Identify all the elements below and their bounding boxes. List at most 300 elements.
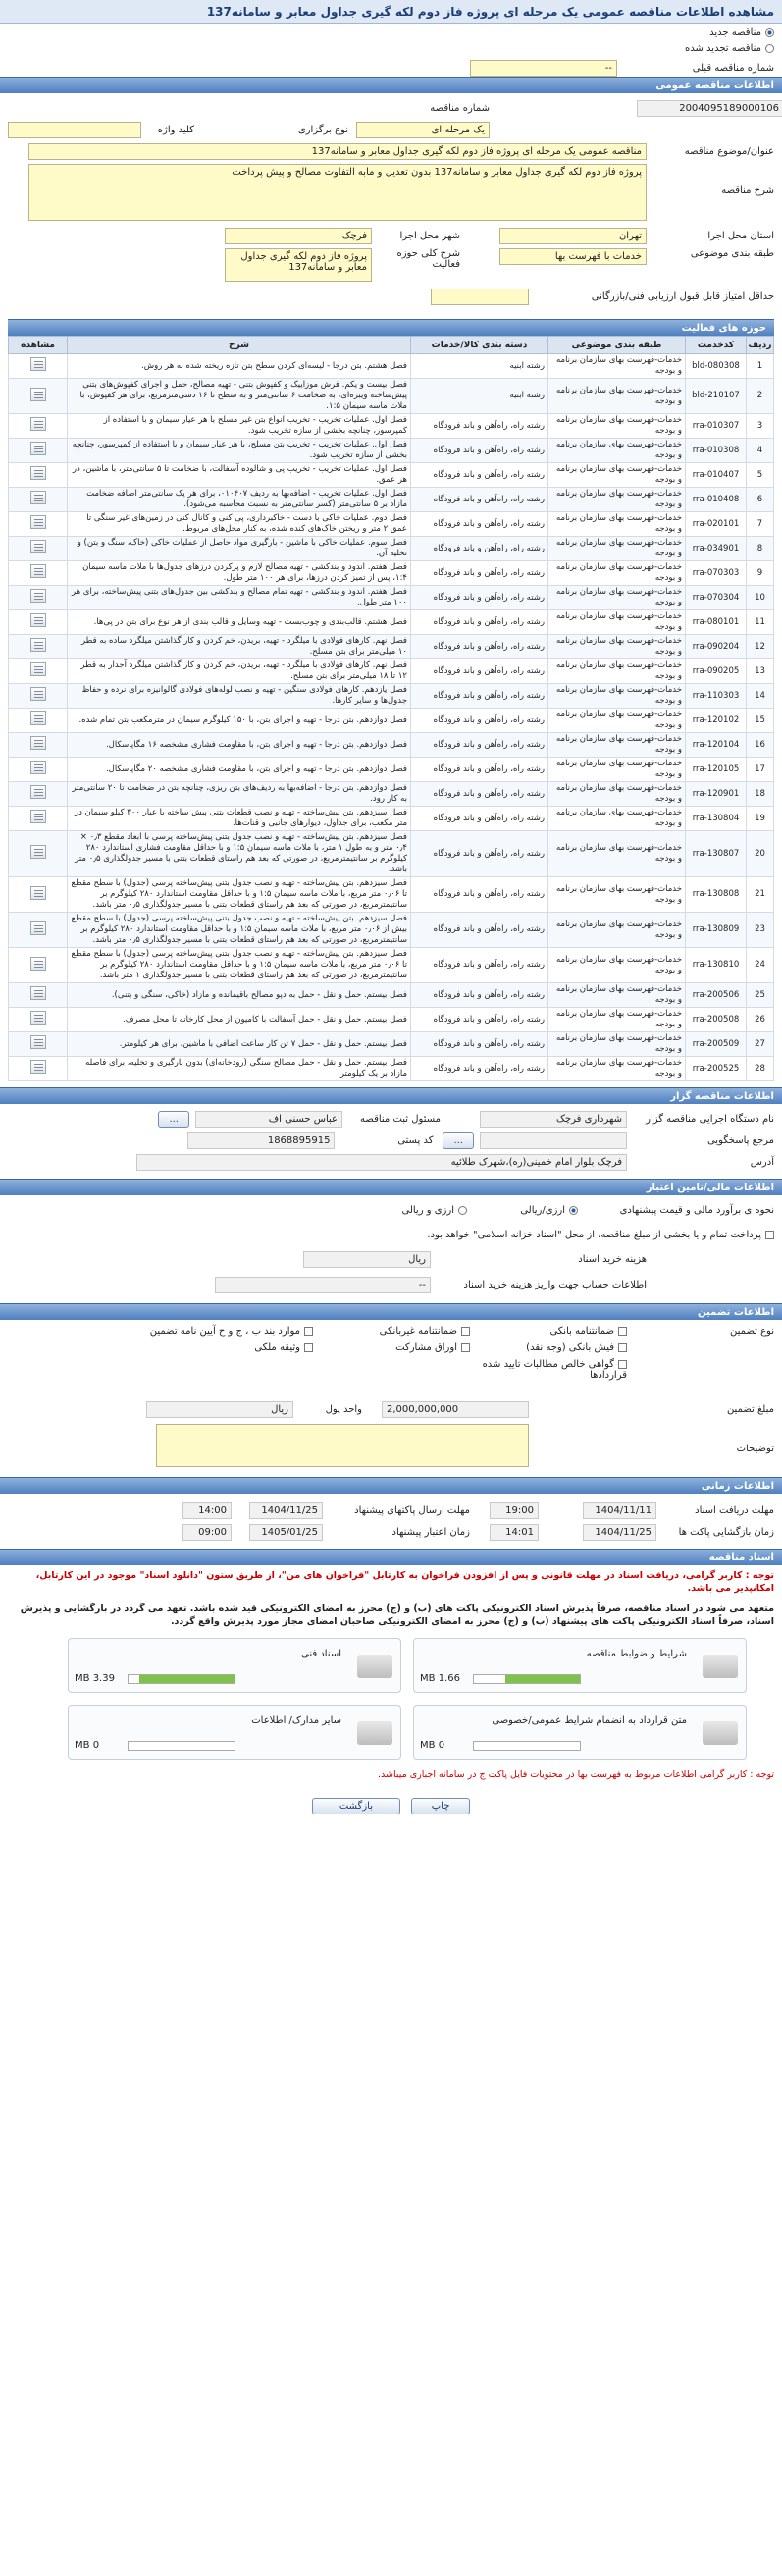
view-cell [9, 1032, 68, 1057]
table-row [9, 586, 774, 610]
table-row [9, 1057, 774, 1081]
file-size: 1.66 MB [420, 1673, 460, 1684]
folder-icon [357, 1721, 392, 1745]
view-document-icon[interactable] [30, 540, 46, 553]
general-info [0, 93, 782, 319]
cell-group: رشته راه، راه‌آهن و باند فرودگاه [411, 659, 548, 684]
view-cell [9, 1008, 68, 1032]
amount-label: مبلغ تضمین [726, 1403, 774, 1415]
table-row [9, 488, 774, 512]
items-section: حوزه های فعالیت [8, 319, 774, 336]
cell-category: خدمات-فهرست بهای سازمان برنامه و بودجه [548, 488, 686, 512]
cell-row: 18 [747, 782, 774, 807]
cell-row: 11 [747, 610, 774, 635]
cell-desc: فصل سوم. عملیات خاکی با ماشین - بارگیری مواد حاصل از عملیات خاکی (خاک، سنگ و بتن) و تخلیه آن. [68, 537, 411, 561]
view-cell [9, 1057, 68, 1081]
finance-section: اطلاعات مالی/تامین اعتبار [0, 1179, 782, 1195]
doc-deadline-date: 1404/11/11 [583, 1502, 656, 1519]
file-size-bar [473, 1674, 581, 1684]
doc-file[interactable] [68, 1705, 401, 1760]
cell-code: rra-034901 [686, 537, 747, 561]
cell-row: 25 [747, 983, 774, 1008]
cell-group: رشته راه، راه‌آهن و باند فرودگاه [411, 877, 548, 913]
guarantee-amount: 2,000,000,000 [382, 1401, 529, 1418]
foreign-label: ارزی و ریالی [401, 1204, 454, 1216]
view-cell [9, 439, 68, 463]
type-label: نوع برگزاری [297, 124, 348, 135]
send-deadline-time: 14:00 [182, 1502, 232, 1519]
cell-desc: فصل دوازدهم. بتن درجا - تهیه و اجرای بتن، با مقاومت فشاری مشخصه ۱۶ مگاپاسکال. [68, 733, 411, 758]
cell-row: 13 [747, 659, 774, 684]
cell-desc: فصل بیست و یکم. فرش موزاییک و کفپوش بتنی - تهیه مصالح، حمل و اجرای کفپوش‌های بتنی پیش‌ساخته ویبره‌ای، به ضخامت ۶ سانتی‌متر و به سطح تا ۱۶ دسی‌مترمربع، برای هر کفپوش، با ملات ماسه سیمان ۱:۵. [68, 379, 411, 414]
cell-row: 17 [747, 758, 774, 782]
cell-group: رشته راه، راه‌آهن و باند فرودگاه [411, 488, 548, 512]
cell-group: رشته راه، راه‌آهن و باند فرودگاه [411, 610, 548, 635]
guarantee-option-label: موارد بند ب ، ج و ح آیین نامه تضمین [149, 1326, 300, 1337]
guarantee-option-label: اوراق مشارکت [395, 1342, 457, 1353]
doc-cost-label: هزینه خرید اسناد [578, 1253, 647, 1265]
guarantee-info [0, 1320, 782, 1477]
cell-category: خدمات-فهرست بهای سازمان برنامه و بودجه [548, 463, 686, 488]
general-section: اطلاعات مناقصه عمومی [0, 77, 782, 93]
cell-code: rra-200525 [686, 1057, 747, 1081]
cell-desc: فصل اول. عملیات تخریب - تخریب پی و شالوده آسفالت، با ضخامت تا ۵ سانتی‌متر، با ماشین، در هر عمق. [68, 463, 411, 488]
cell-group: رشته ابنیه [411, 354, 548, 379]
cell-row: 20 [747, 831, 774, 877]
guarantee-option [470, 1342, 627, 1359]
rial-radio[interactable] [569, 1206, 578, 1215]
addr-label: آدرس [750, 1156, 774, 1168]
cell-code: rra-200508 [686, 1008, 747, 1032]
guarantee-checkbox[interactable] [618, 1360, 627, 1369]
view-document-icon[interactable] [30, 564, 46, 578]
view-document-icon[interactable] [30, 589, 46, 603]
guarantee-checkbox[interactable] [304, 1343, 313, 1352]
view-document-icon[interactable] [30, 1035, 46, 1049]
cell-code: rra-130804 [686, 807, 747, 831]
cell-code: bld-080308 [686, 354, 747, 379]
view-document-icon[interactable] [30, 845, 46, 859]
view-document-icon[interactable] [30, 662, 46, 676]
cell-code: rra-200506 [686, 983, 747, 1008]
view-cell [9, 379, 68, 414]
cell-code: rra-120105 [686, 758, 747, 782]
file-name: متن قرارداد به انضمام شرایط عمومی/خصوصی [492, 1715, 687, 1726]
prev-number-select[interactable]: -- [470, 60, 617, 77]
account-select[interactable]: -- [215, 1277, 431, 1293]
view-document-icon[interactable] [30, 810, 46, 823]
cell-group: رشته راه، راه‌آهن و باند فرودگاه [411, 586, 548, 610]
ref-more-button[interactable]: ... [443, 1132, 474, 1149]
cell-group: رشته راه، راه‌آهن و باند فرودگاه [411, 709, 548, 733]
cell-category: خدمات-فهرست بهای سازمان برنامه و بودجه [548, 831, 686, 877]
view-document-icon[interactable] [30, 388, 46, 401]
keyword-label: کلید واژه [157, 124, 194, 135]
file-name: اسناد فنی [301, 1649, 341, 1659]
cell-desc: فصل اول. عملیات تخریب - تخریب انواع بتن غیر مسلح با هر عیار سیمان و با استفاده از کمپرسور، چنانچه بخشی از سازه تخریب شود. [68, 414, 411, 439]
cell-code: rra-090204 [686, 635, 747, 659]
view-document-icon[interactable] [30, 711, 46, 725]
unit-label: واحد پول [325, 1403, 362, 1415]
address: فرچک بلوار امام خمینی(ره)،شهرک طلائیه [136, 1154, 627, 1171]
view-document-icon[interactable] [30, 986, 46, 1000]
cell-category: خدمات-فهرست بهای سازمان برنامه و بودجه [548, 782, 686, 807]
folder-icon [703, 1721, 738, 1745]
file-size: 0 MB [420, 1740, 445, 1751]
treasury-checkbox[interactable] [765, 1231, 774, 1239]
view-document-icon[interactable] [30, 1011, 46, 1025]
account-label: اطلاعات حساب جهت واریز هزینه خرید اسناد [463, 1279, 647, 1290]
items-header-3: دسته بندی کالا/خدمات [411, 337, 548, 354]
cell-group: رشته راه، راه‌آهن و باند فرودگاه [411, 782, 548, 807]
cell-group: رشته راه، راه‌آهن و باند فرودگاه [411, 635, 548, 659]
items-header-0: ردیف [747, 337, 774, 354]
currency: ریال [146, 1401, 293, 1418]
resp-more-button[interactable]: ... [158, 1111, 189, 1128]
view-cell [9, 877, 68, 913]
table-row [9, 913, 774, 948]
docs-section: اسناد مناقصه [0, 1549, 782, 1565]
times-info [0, 1494, 782, 1549]
cell-category: خدمات-فهرست بهای سازمان برنامه و بودجه [548, 439, 686, 463]
cell-row: 26 [747, 1008, 774, 1032]
view-cell [9, 913, 68, 948]
view-cell [9, 414, 68, 439]
cell-group: رشته راه، راه‌آهن و باند فرودگاه [411, 414, 548, 439]
table-row [9, 877, 774, 913]
cell-row: 28 [747, 1057, 774, 1081]
cell-row: 12 [747, 635, 774, 659]
view-cell [9, 610, 68, 635]
back-button[interactable]: بازگشت [312, 1798, 400, 1814]
table-row [9, 1008, 774, 1032]
view-document-icon[interactable] [30, 761, 46, 774]
cell-code: bld-210107 [686, 379, 747, 414]
guarantee-checkbox[interactable] [618, 1327, 627, 1336]
view-cell [9, 659, 68, 684]
cell-code: rra-010307 [686, 414, 747, 439]
cell-code: rra-120104 [686, 733, 747, 758]
ref-field [480, 1132, 627, 1149]
cell-category: خدمات-فهرست بهای سازمان برنامه و بودجه [548, 684, 686, 709]
ref-label: مرجع پاسخگویی [706, 1134, 774, 1146]
cell-row: 9 [747, 561, 774, 586]
table-row [9, 684, 774, 709]
new-tender-label: مناقصه جدید [709, 27, 761, 38]
guarantee-option-label: فیش بانکی (وجه نقد) [526, 1342, 614, 1353]
cell-category: خدمات-فهرست بهای سازمان برنامه و بودجه [548, 610, 686, 635]
cell-category: خدمات-فهرست بهای سازمان برنامه و بودجه [548, 948, 686, 983]
new-tender-radio[interactable] [765, 28, 774, 37]
guarantee-option-label: گواهی خالص مطالبات تایید شده قراردادها [482, 1359, 627, 1381]
docs-warning: توجه : کاربر گرامی اطلاعات مربوط به فهرست بها در محتویات فایل پاکت ج در سامانه اجباری میباشد. [378, 1769, 774, 1780]
org-name-label: نام دستگاه اجرایی مناقصه گزار [646, 1113, 774, 1125]
cell-code: rra-070303 [686, 561, 747, 586]
view-document-icon[interactable] [30, 921, 46, 935]
cell-group: رشته راه، راه‌آهن و باند فرودگاه [411, 983, 548, 1008]
cell-desc: فصل بیستم. حمل و نقل - حمل به دپو مصالح باقیمانده و مازاد (خاکی، سنگی و بتنی). [68, 983, 411, 1008]
open-label: زمان بازگشایی پاکت ها [678, 1526, 774, 1538]
cell-category: خدمات-فهرست بهای سازمان برنامه و بودجه [548, 807, 686, 831]
scope-list[interactable]: پروژه فاز دوم لکه گیری جداول معابر و سامانه137 [225, 248, 372, 282]
table-row [9, 379, 774, 414]
valid-time: 09:00 [182, 1524, 232, 1541]
category-label: طبقه بندی موضوعی [690, 248, 774, 259]
view-document-icon[interactable] [30, 515, 46, 529]
cell-desc: فصل نهم. کارهای فولادی با میلگرد - تهیه، بریدن، خم کردن و کار گذاشتن میلگرد ساده به قطر ۱۰ میلی‌متر برای بتن مسلح. [68, 635, 411, 659]
doc-file[interactable] [413, 1705, 747, 1760]
cell-category: خدمات-فهرست بهای سازمان برنامه و بودجه [548, 379, 686, 414]
cell-row: 19 [747, 807, 774, 831]
cell-group: رشته راه، راه‌آهن و باند فرودگاه [411, 913, 548, 948]
cell-group: رشته راه، راه‌آهن و باند فرودگاه [411, 1008, 548, 1032]
file-size: 3.39 MB [75, 1673, 115, 1684]
guarantee-option [313, 1326, 470, 1342]
file-name: شرایط و ضوابط مناقصه [586, 1649, 687, 1659]
view-cell [9, 512, 68, 537]
items-header-2: طبقه بندی موضوعی [548, 337, 686, 354]
resp-name: عباس حسنی اف [195, 1111, 342, 1128]
organizer-info [0, 1104, 782, 1179]
view-document-icon[interactable] [30, 886, 46, 900]
guarantee-checkbox[interactable] [461, 1343, 470, 1352]
pay-method-label: نحوه ی برآورد مالی و قیمت پیشنهادی [619, 1204, 774, 1216]
view-cell [9, 983, 68, 1008]
table-row [9, 561, 774, 586]
doc-deadline-label: مهلت دریافت اسناد [695, 1504, 774, 1516]
cell-row: 8 [747, 537, 774, 561]
cell-group: رشته راه، راه‌آهن و باند فرودگاه [411, 439, 548, 463]
view-cell [9, 782, 68, 807]
cell-desc: فصل هفتم. اندود و بندکشی - تهیه تمام مصالح و بندکشی بین جدول‌های بتنی پیش‌ساخته، برای هر ۱۰۰ متر طول. [68, 586, 411, 610]
cell-category: خدمات-فهرست بهای سازمان برنامه و بودجه [548, 635, 686, 659]
tender-type: یک مرحله ای [356, 122, 490, 138]
view-document-icon[interactable] [30, 613, 46, 627]
cell-group: رشته راه، راه‌آهن و باند فرودگاه [411, 537, 548, 561]
cell-desc: فصل یازدهم. کارهای فولادی سنگین - تهیه و نصب لوله‌های فولادی گالوانیزه برای نرده و حفاظ جدول‌ها و سایر کارها. [68, 684, 411, 709]
cell-desc: فصل اول. عملیات تخریب - تخریب بتن مسلح، با هر عیار سیمان و با استفاده از کمپرسور، چنانچه بخشی از سازه تخریب شود. [68, 439, 411, 463]
table-row [9, 537, 774, 561]
cell-desc: فصل سیزدهم. بتن پیش‌ساخته - تهیه و نصب جدول بتنی پیش‌ساخته پرسی (جدول) با سطح مقطع تا ۰٫۰۶ متر مربع، با ملات ماسه سیمان ۱:۵ و با حداقل مقاومت استاندارد ۲۸۰ کیلوگرم بر سانتیمترمربع، در صورتی که بعد هم راستای قطعات بتنی با مسیر جدولگذاری ۰٫۵ متر باشد. [68, 877, 411, 913]
city-select[interactable]: فرچک [225, 228, 372, 244]
cell-category: خدمات-فهرست بهای سازمان برنامه و بودجه [548, 659, 686, 684]
cell-category: خدمات-فهرست بهای سازمان برنامه و بودجه [548, 709, 686, 733]
postal-label: کد پستی [397, 1134, 434, 1146]
cell-code: rra-110303 [686, 684, 747, 709]
table-row [9, 948, 774, 983]
cell-group: رشته راه، راه‌آهن و باند فرودگاه [411, 512, 548, 537]
guarantee-option [97, 1326, 313, 1342]
view-cell [9, 709, 68, 733]
table-row [9, 733, 774, 758]
view-cell [9, 684, 68, 709]
cell-code: rra-090205 [686, 659, 747, 684]
cell-row: 14 [747, 684, 774, 709]
view-cell [9, 807, 68, 831]
prev-number-label: شماره مناقصه قبلی [692, 62, 774, 74]
cell-row: 23 [747, 913, 774, 948]
view-cell [9, 463, 68, 488]
guarantee-option-label: ضمانتنامه بانکی [549, 1326, 614, 1337]
province-select[interactable]: تهران [499, 228, 647, 244]
page-title: مشاهده اطلاعات مناقصه عمومی یک مرحله ای پروژه فاز دوم لکه گیری جداول معابر و سامانه137 [0, 0, 782, 24]
open-date: 1404/11/25 [583, 1524, 656, 1541]
items-header-4: شرح [68, 337, 411, 354]
guarantee-checkbox[interactable] [304, 1327, 313, 1336]
send-deadline-date: 1404/11/25 [249, 1502, 323, 1519]
cell-row: 10 [747, 586, 774, 610]
items-header-5: مشاهده [9, 337, 68, 354]
table-row [9, 831, 774, 877]
cell-desc: فصل سیزدهم. بتن پیش‌ساخته - تهیه و نصب جدول بتنی پیش‌ساخته پرسی با ابعاد مقطع ۰٫۳ × ۰٫۴ متر و به طول ۱ متر، با ملات ماسه سیمان ۱:۵ و با حداقل مقاومت فشاری استاندارد ۲۸۰ کیلوگرم بر سانتیمترمربع، در صورتی که بعد هم راستای قطعات بتنی با مسیر جدولگذاری ۰٫۵ متر باشد. [68, 831, 411, 877]
table-row [9, 659, 774, 684]
cell-category: خدمات-فهرست بهای سازمان برنامه و بودجه [548, 877, 686, 913]
view-document-icon[interactable] [30, 417, 46, 431]
cell-code: rra-130807 [686, 831, 747, 877]
number-label: شماره مناقصه [430, 102, 490, 114]
view-document-icon[interactable] [30, 736, 46, 750]
cell-row: 3 [747, 414, 774, 439]
cell-code: rra-200509 [686, 1032, 747, 1057]
org-name: شهرداری فرچک [480, 1111, 627, 1128]
cell-code: rra-070304 [686, 586, 747, 610]
cell-group: رشته راه، راه‌آهن و باند فرودگاه [411, 948, 548, 983]
guarantee-option [97, 1342, 313, 1359]
guarantee-option [313, 1342, 470, 1359]
view-cell [9, 537, 68, 561]
cell-group: رشته راه، راه‌آهن و باند فرودگاه [411, 758, 548, 782]
folder-icon [703, 1655, 738, 1678]
file-size-bar [473, 1741, 581, 1751]
cell-row: 1 [747, 354, 774, 379]
file-size: 0 MB [75, 1740, 100, 1751]
file-name: سایر مدارک/ اطلاعات [251, 1715, 341, 1726]
file-size-bar [128, 1741, 235, 1751]
finance-info [0, 1195, 782, 1303]
cell-group: رشته راه، راه‌آهن و باند فرودگاه [411, 1057, 548, 1081]
guarantee-checkbox[interactable] [618, 1343, 627, 1352]
resp-label: مسئول ثبت مناقصه [360, 1113, 441, 1125]
view-cell [9, 831, 68, 877]
table-row [9, 414, 774, 439]
cell-row: 7 [747, 512, 774, 537]
docs-files [0, 1632, 782, 1765]
table-row [9, 512, 774, 537]
view-document-icon[interactable] [30, 466, 46, 480]
cell-category: خدمات-فهرست بهای سازمان برنامه و بودجه [548, 512, 686, 537]
guarantee-desc-label: توضیحات [736, 1444, 774, 1454]
view-document-icon[interactable] [30, 957, 46, 971]
cell-group: رشته ابنیه [411, 379, 548, 414]
rial-label: ارزی/ریالی [520, 1204, 565, 1216]
view-document-icon[interactable] [30, 785, 46, 799]
view-document-icon[interactable] [30, 638, 46, 652]
table-row [9, 439, 774, 463]
keyword-field[interactable] [8, 122, 141, 138]
actions [0, 1784, 782, 1828]
view-cell [9, 635, 68, 659]
tender-status [0, 24, 782, 77]
renewed-tender-radio[interactable] [765, 44, 774, 53]
cell-code: rra-130809 [686, 913, 747, 948]
table-row [9, 782, 774, 807]
city-label: شهر محل اجرا [399, 230, 460, 241]
view-document-icon[interactable] [30, 442, 46, 455]
cell-desc: فصل اول. عملیات تخریب - اضافه‌بها به ردیف ۰۱۰۴۰۷، برای هر یک سانتی‌متر اضافه ضخامت مازاد بر ۵ سانتی‌متر (کسر سانتی‌متر به نسبت محاسبه می‌شود). [68, 488, 411, 512]
cell-desc: فصل سیزدهم. بتن پیش‌ساخته - تهیه و نصب جدول بتنی پیش‌ساخته پرسی (جدول) با سطح مقطع تا ۰٫۰۶ متر مربع، با ملات ماسه سیمان ۱:۵ و با حداقل مقاومت استاندارد ۲۸۰ کیلوگرم بر سانتیمترمربع، در صورتی که بعد هم راستای قطعات بتنی با مسیر جدولگذاری ۱ متر باشد. [68, 948, 411, 983]
cell-row: 6 [747, 488, 774, 512]
tender-number: 2004095189000106 [637, 100, 782, 117]
cell-row: 15 [747, 709, 774, 733]
doc-file[interactable] [68, 1638, 401, 1693]
view-cell [9, 561, 68, 586]
file-size-bar [128, 1674, 235, 1684]
cell-category: خدمات-فهرست بهای سازمان برنامه و بودجه [548, 561, 686, 586]
treasury-note: پرداخت تمام و یا بخشی از مبلغ مناقصه، از محل "اسناد خزانه اسلامی" خواهد بود. [427, 1229, 761, 1240]
times-section: اطلاعات زمانی [0, 1477, 782, 1494]
folder-icon [357, 1655, 392, 1678]
cell-desc: فصل بیستم. حمل و نقل - حمل ۷ تن کار ساعت اضافی با ماشین، برای هر کیلومتر. [68, 1032, 411, 1057]
guarantee-type-label: نوع تضمین [730, 1326, 774, 1337]
cell-row: 21 [747, 877, 774, 913]
doc-deadline-time: 19:00 [490, 1502, 539, 1519]
view-cell [9, 733, 68, 758]
cell-desc: فصل بیستم. حمل و نقل - حمل آسفالت با کامیون از محل کارخانه تا محل مصرف. [68, 1008, 411, 1032]
doc-file[interactable] [413, 1638, 747, 1693]
view-document-icon[interactable] [30, 357, 46, 371]
cell-code: rra-010408 [686, 488, 747, 512]
table-row [9, 463, 774, 488]
guarantee-options [97, 1326, 627, 1398]
cell-desc: فصل دوازدهم. بتن درجا - تهیه و اجرای بتن، با ۱۵۰ کیلوگرم سیمان در مترمکعب بتن تمام شده. [68, 709, 411, 733]
guarantee-option-label: وثیقه ملکی [254, 1342, 300, 1353]
cell-desc: فصل بیستم. حمل و نقل - حمل مصالح سنگی (رودخانه‌ای) بدون بارگیری و تخلیه، برای فاصله مازاد بر یک کیلومتر. [68, 1057, 411, 1081]
cell-row: 24 [747, 948, 774, 983]
cell-category: خدمات-فهرست بهای سازمان برنامه و بودجه [548, 983, 686, 1008]
docs-commitment: متعهد می شود در اسناد مناقصه، صرفاً پذیرش اسناد الکترونیکی پاکت های (ب) و (ج) محرز به امضای الکترونیکی قید شده باشد. تعهد می گردد در بارگشایی و پذیرش اسناد، صرفاً اسناد الکترونیکی پاکت های پیشنهاد (ب) و (ج) محرز به امضای الکترونیکی صاحبان امضای مجاز مورد پذیرش واقع گردد. [20, 1603, 774, 1627]
guarantee-desc [156, 1424, 529, 1467]
foreign-radio[interactable] [458, 1206, 467, 1215]
items-header-row [9, 337, 774, 354]
view-document-icon[interactable] [30, 687, 46, 701]
cell-code: rra-130810 [686, 948, 747, 983]
cell-group: رشته راه، راه‌آهن و باند فرودگاه [411, 684, 548, 709]
open-time: 14:01 [490, 1524, 539, 1541]
cell-desc: فصل دوازدهم. بتن درجا - اضافه‌بها به ردیف‌های بتن ریزی، چنانچه بتن در ضخامت تا ۲۰ سانتی‌متر به کار رود. [68, 782, 411, 807]
category-select[interactable]: خدمات با فهرست بها [499, 248, 647, 265]
items-header-1: کدخدمت [686, 337, 747, 354]
cell-group: رشته راه، راه‌آهن و باند فرودگاه [411, 1032, 548, 1057]
guarantee-section: اطلاعات تضمین [0, 1303, 782, 1320]
table-row [9, 1032, 774, 1057]
print-button[interactable]: چاپ [411, 1798, 470, 1814]
tender-subject: مناقصه عمومی یک مرحله ای پروژه فاز دوم لکه گیری جداول معابر و سامانه137 [28, 143, 647, 160]
cell-code: rra-010308 [686, 439, 747, 463]
view-cell [9, 354, 68, 379]
guarantee-option-label: ضمانتنامه غیربانکی [379, 1326, 457, 1337]
guarantee-option [470, 1359, 627, 1381]
province-label: استان محل اجرا [707, 230, 774, 241]
guarantee-checkbox[interactable] [461, 1327, 470, 1336]
view-document-icon[interactable] [30, 1060, 46, 1074]
cell-code: rra-120901 [686, 782, 747, 807]
cell-row: 2 [747, 379, 774, 414]
cell-group: رشته راه، راه‌آهن و باند فرودگاه [411, 561, 548, 586]
cell-desc: فصل سیزدهم. بتن پیش‌ساخته - تهیه و نصب قطعات بتنی پیش ساخته با عیار ۳۰۰ کیلو سیمان در متر مکعب، برای جداول، دیوارهای جانبی و قنات‌ها. [68, 807, 411, 831]
cell-desc: فصل سیزدهم. بتن پیش‌ساخته - تهیه و نصب جدول بتنی پیش‌ساخته پرسی (جدول) با سطح مقطع بیش از ۰٫۰۶ متر مربع، با ملات ماسه سیمان ۱:۵ و با حداقل مقاومت استاندارد ۲۸۰ کیلوگرم بر سانتیمترمربع، در صورتی که بعد هم راستای قطعات بتنی با مسیر جدولگذاری ۰٫۵ متر باشد. [68, 913, 411, 948]
cell-category: خدمات-فهرست بهای سازمان برنامه و بودجه [548, 1008, 686, 1032]
view-document-icon[interactable] [30, 491, 46, 504]
